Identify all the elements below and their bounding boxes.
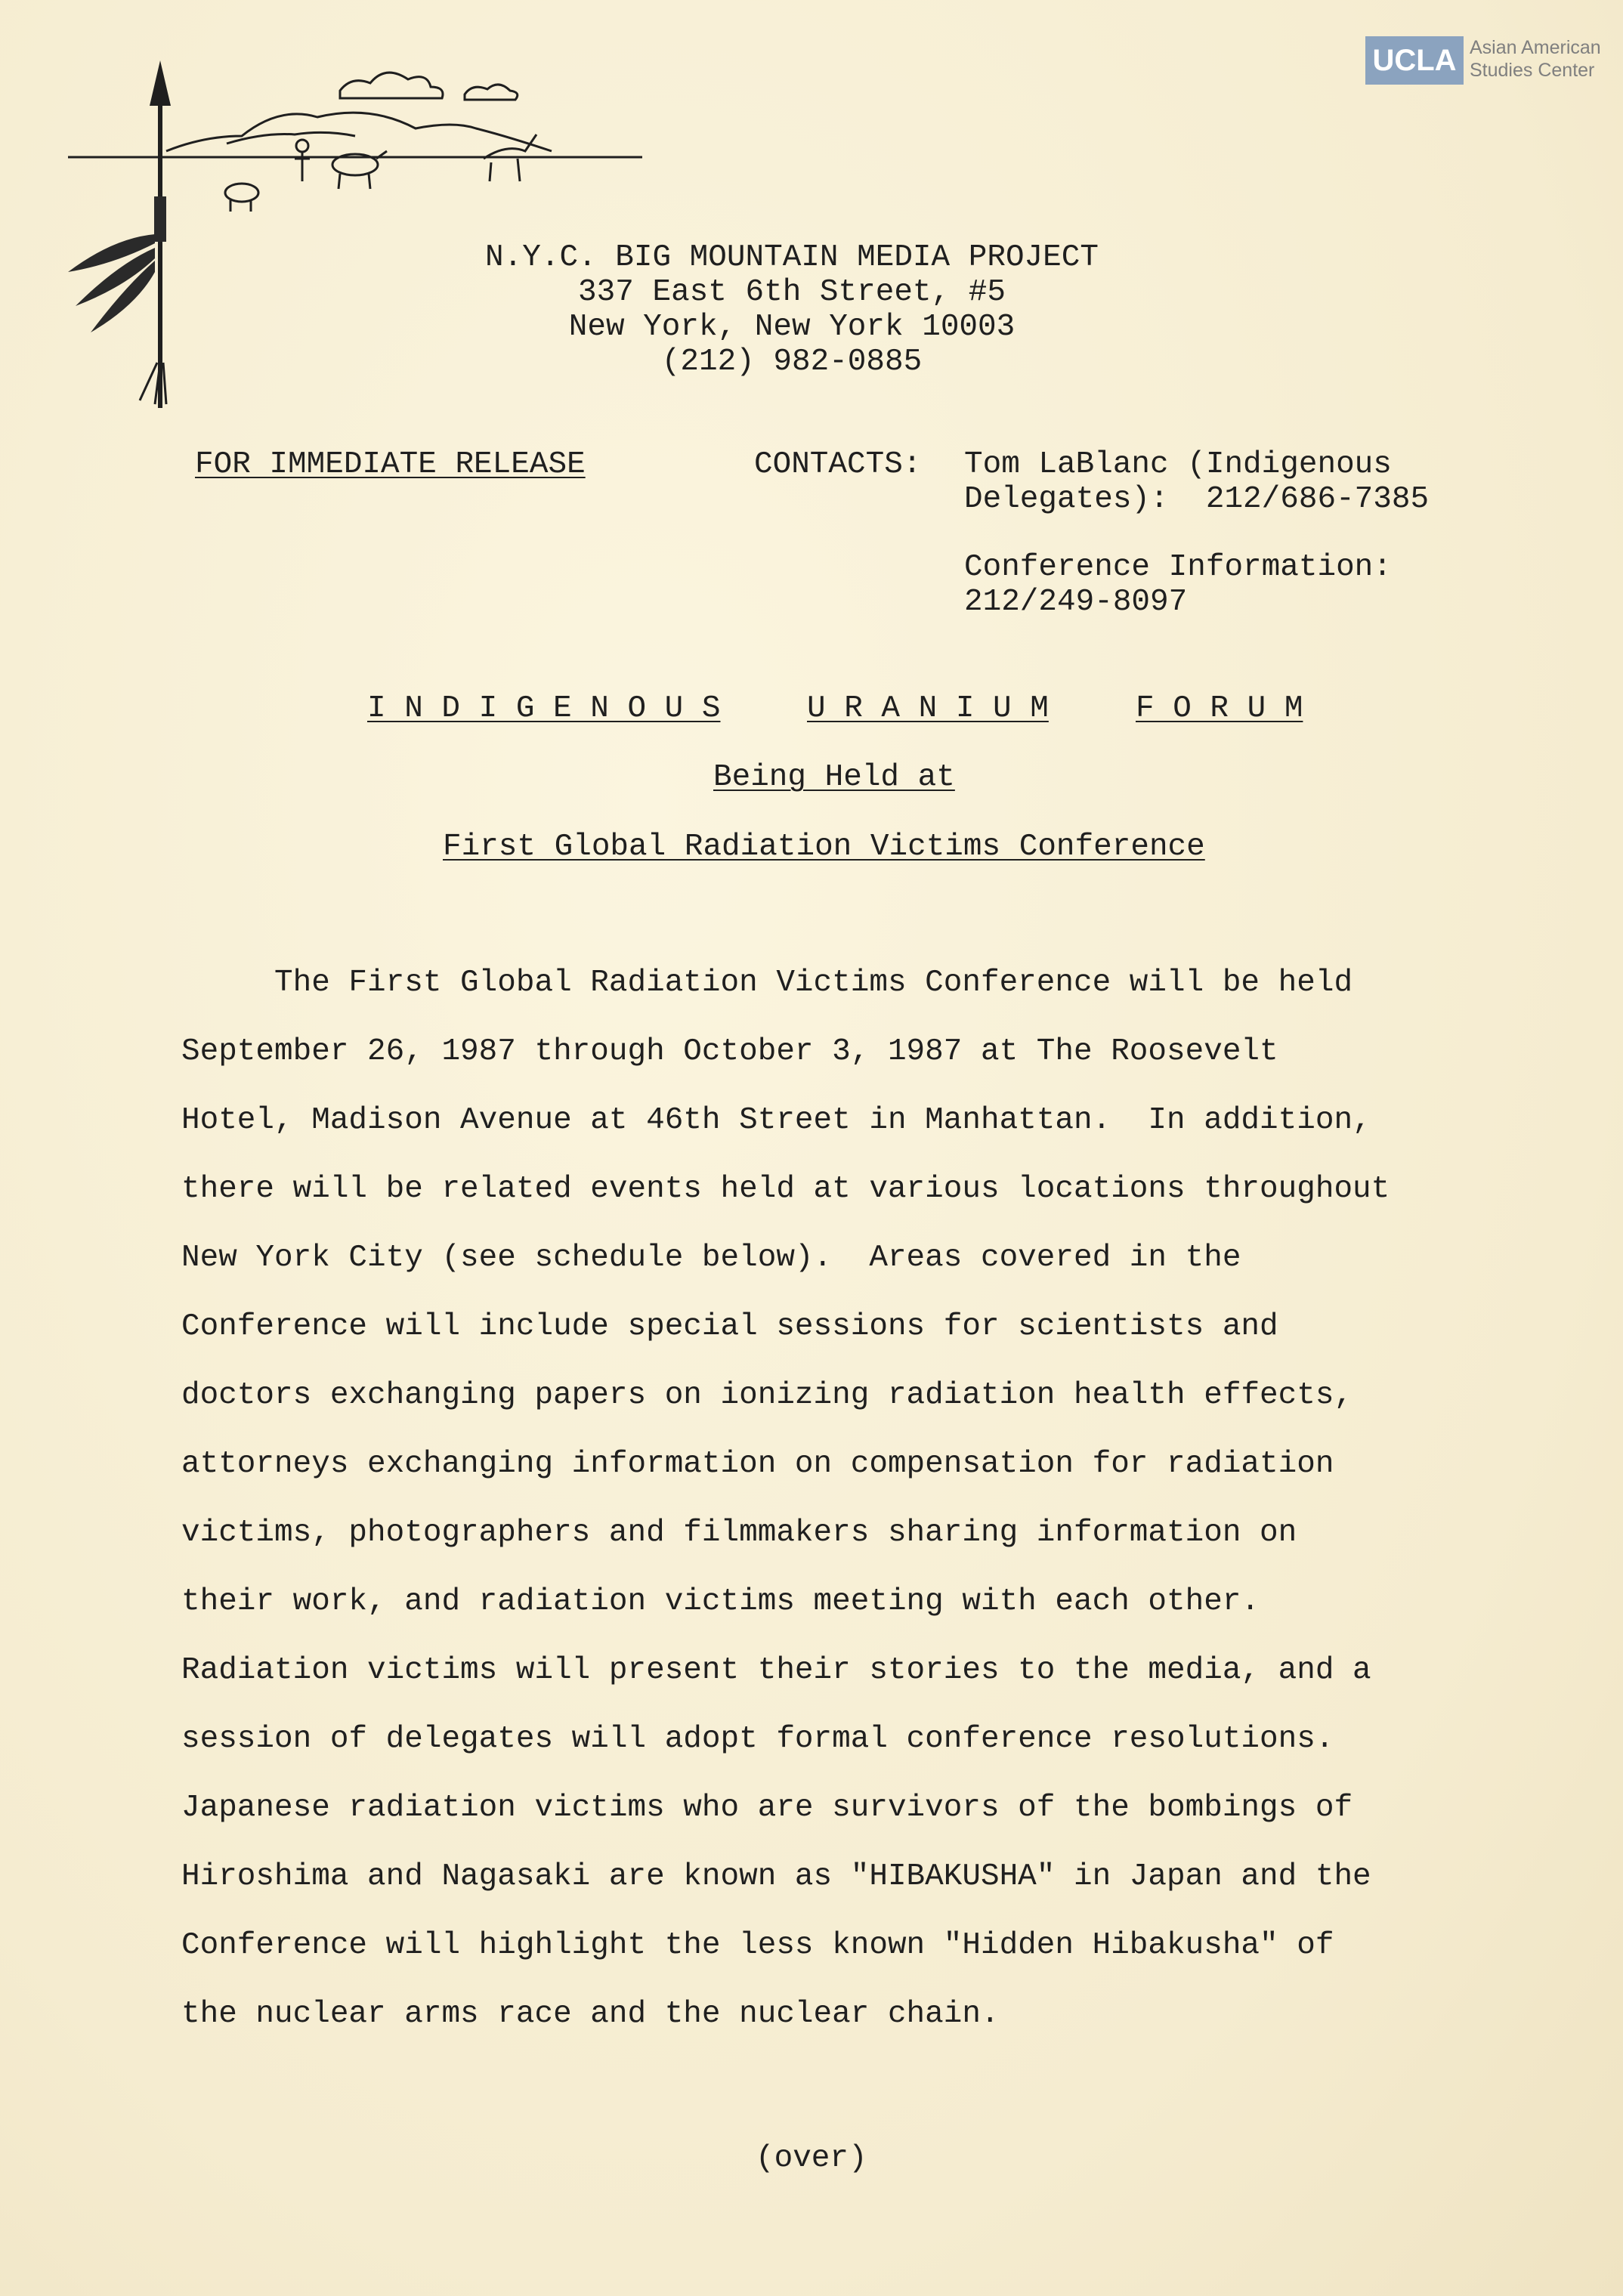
body-line: doctors exchanging papers on ionizing radiation health effects,	[181, 1378, 1353, 1413]
body-line: the nuclear arms race and the nuclear chain.	[181, 1997, 1000, 2032]
headline-word-3: F O R U M	[1136, 691, 1303, 726]
body-line: their work, and radiation victims meeting with each other.	[181, 1584, 1260, 1619]
contact-2-line-1: Conference Information:	[964, 550, 1392, 585]
body-line: there will be related events held at various locations throughout	[181, 1172, 1390, 1207]
headline-word-1: I N D I G E N O U S	[367, 691, 721, 726]
body-line: Conference will highlight the less known "Hidden Hibakusha" of	[181, 1928, 1334, 1963]
headline-subtitle-2: First Global Radiation Victims Conference	[443, 830, 1205, 864]
center-label-line2: Studies Center	[1470, 60, 1595, 81]
feather-icon	[68, 234, 155, 332]
ucla-logo: UCLA	[1365, 36, 1464, 85]
body-line: Conference will include special sessions for scientists and	[181, 1309, 1278, 1344]
over-note: (over)	[756, 2141, 867, 2176]
body-line: Hotel, Madison Avenue at 46th Street in Manhattan. In addition,	[181, 1103, 1371, 1138]
letterhead-city: New York, New York 10003	[568, 310, 1016, 345]
asian-american-studies-center-label	[1470, 36, 1613, 82]
center-label-line1: Asian American	[1470, 37, 1601, 58]
body-line: New York City (see schedule below). Areas covered in the	[181, 1241, 1241, 1275]
contact-2-line-2: 212/249-8097	[964, 585, 1188, 620]
body-line: session of delegates will adopt formal conference resolutions.	[181, 1722, 1334, 1757]
letterhead-street: 337 East 6th Street, #5	[578, 275, 1006, 310]
body-line: attorneys exchanging information on compensation for radiation	[181, 1447, 1334, 1482]
letterhead-org: N.Y.C. BIG MOUNTAIN MEDIA PROJECT	[485, 240, 1099, 275]
body-line: September 26, 1987 through October 3, 1987 at The Roosevelt	[181, 1034, 1278, 1069]
body-line: Radiation victims will present their stories to the media, and a	[181, 1653, 1371, 1688]
spear-icon	[140, 60, 171, 408]
headline-subtitle-1: Being Held at	[713, 760, 955, 795]
body-line: Japanese radiation victims who are survivors of the bombings of	[181, 1791, 1353, 1825]
contact-1-line-1: Tom LaBlanc (Indigenous	[964, 447, 1392, 482]
letterhead-phone: (212) 982-0885	[661, 345, 923, 379]
animal-icon	[225, 134, 536, 212]
body-line: Hiroshima and Nagasaki are known as "HIBAKUSHA" in Japan and the	[181, 1859, 1371, 1894]
release-label: FOR IMMEDIATE RELEASE	[195, 447, 586, 482]
body-line: The First Global Radiation Victims Conference will be held	[181, 966, 1353, 1000]
contact-1-line-2: Delegates): 212/686-7385	[964, 482, 1430, 517]
headline-word-2: U R A N I U M	[807, 691, 1049, 726]
contacts-label: CONTACTS:	[754, 447, 922, 482]
body-line: victims, photographers and filmmakers sharing information on	[181, 1516, 1297, 1550]
